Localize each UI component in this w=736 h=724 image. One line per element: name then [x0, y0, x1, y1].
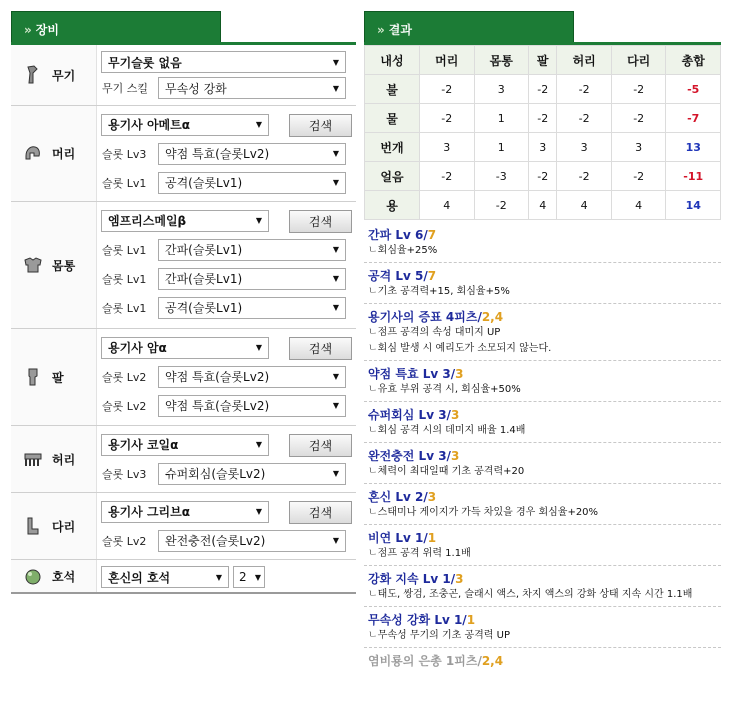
corner-arrow-icon: ㄴ	[368, 245, 378, 256]
skill-name-text: 간파 Lv 6/	[368, 228, 428, 242]
skill-list	[364, 222, 721, 672]
slot-label: 슬롯 Lv1	[102, 272, 147, 286]
total-cell: 14	[666, 191, 721, 220]
skill-name	[368, 308, 721, 325]
slot-value: 간파(슬롯Lv1)	[165, 243, 243, 257]
skill-desc	[368, 505, 721, 521]
weapon-skill-select[interactable]	[158, 77, 346, 99]
slot-label: 슬롯 Lv1	[102, 176, 147, 190]
table-cell: 4	[611, 191, 666, 220]
skill-desc	[368, 587, 721, 603]
table-header-row	[365, 46, 721, 75]
body-label: 몸통	[52, 258, 76, 273]
corner-arrow-icon: ㄴ	[368, 589, 378, 600]
legs-slot-1-select[interactable]	[158, 530, 346, 552]
skill-name-text: 공격 Lv 5/	[368, 269, 428, 283]
head-item-value: 용기사 아메트α	[108, 118, 190, 132]
resistance-name: 번개	[365, 133, 420, 162]
double-chevron-icon: »	[377, 23, 385, 37]
skill-desc-text: 회심 공격 시의 데미지 배율 1.4배	[377, 425, 526, 436]
corner-arrow-icon: ㄴ	[368, 507, 378, 518]
table-cell: 3	[529, 133, 557, 162]
dropdown-arrow-icon: ▼	[255, 507, 262, 516]
dropdown-arrow-icon: ▼	[332, 536, 339, 545]
weapon-slot-select[interactable]	[101, 51, 346, 73]
table-cell: 1	[474, 104, 529, 133]
skill-max-level: 1	[427, 531, 437, 545]
skill-max-level: 7	[427, 228, 437, 242]
skill-name	[368, 406, 721, 423]
legs-item-select[interactable]	[101, 501, 269, 523]
slot-label: 슬롯 Lv3	[102, 467, 147, 481]
arm-row	[11, 329, 356, 426]
skill-item	[364, 304, 721, 361]
table-cell: 4	[557, 191, 612, 220]
dropdown-arrow-icon: ▼	[332, 274, 339, 283]
charm-stone-icon	[22, 565, 44, 587]
skill-desc-text: 태도, 쌍검, 조충곤, 슬래시 액스, 차지 액스의 강화 상태 지속 시간 1.1배	[377, 589, 693, 600]
waist-item-select[interactable]	[101, 434, 269, 456]
waist-row	[11, 426, 356, 493]
skill-max-level: 2,4	[481, 654, 504, 668]
charm-item-value: 혼신의 호석	[108, 570, 171, 585]
table-cell: -2	[529, 104, 557, 133]
body-slot-1-select[interactable]	[158, 239, 346, 261]
skill-desc-text: 점프 공격의 속성 대미지 UP	[377, 327, 501, 338]
body-slot-3-select[interactable]	[158, 297, 346, 319]
skill-name	[368, 488, 721, 505]
skill-item	[364, 402, 721, 443]
head-label-cell	[11, 106, 97, 201]
skill-desc-text: 회심율+25%	[377, 245, 438, 256]
head-item-select[interactable]	[101, 114, 269, 136]
table-cell: -2	[474, 191, 529, 220]
total-cell: -7	[666, 104, 721, 133]
charm-label: 호석	[52, 569, 76, 584]
skill-desc-text: 기초 공격력+15, 회심율+5%	[377, 286, 510, 297]
table-cell: -3	[474, 162, 529, 191]
dropdown-arrow-icon: ▼	[332, 57, 339, 67]
weapon-icon	[22, 64, 44, 86]
corner-arrow-icon: ㄴ	[368, 327, 378, 338]
skill-desc-text: 무속성 무기의 기초 공격력 UP	[377, 630, 510, 641]
body-row	[11, 202, 356, 329]
table-cell: -2	[529, 75, 557, 104]
weapon-row	[11, 45, 356, 106]
skill-name-text: 비연 Lv 1/	[368, 531, 428, 545]
dropdown-arrow-icon: ▼	[332, 372, 339, 381]
slot-label: 슬롯 Lv1	[102, 301, 147, 315]
chest-armor-icon	[22, 254, 44, 276]
skill-max-level: 3	[455, 572, 464, 586]
table-cell: -2	[557, 104, 612, 133]
weapon-skill-value: 무속성 강화	[165, 81, 227, 96]
corner-arrow-icon: ㄴ	[368, 384, 378, 395]
arm-search-button[interactable]: 검색	[289, 337, 352, 360]
slot-label: 슬롯 Lv2	[102, 534, 147, 548]
waist-slot-1-select[interactable]	[158, 463, 346, 485]
skill-desc	[368, 243, 721, 259]
table-cell: 1	[474, 133, 529, 162]
dropdown-arrow-icon: ▼	[332, 149, 339, 158]
table-cell: -2	[611, 162, 666, 191]
resistance-name: 얼음	[365, 162, 420, 191]
skill-desc-text: 유효 부위 공격 시, 회심율+50%	[377, 384, 521, 395]
table-cell: -2	[420, 162, 475, 191]
dropdown-arrow-icon: ▼	[255, 120, 262, 129]
table-cell: -2	[557, 75, 612, 104]
skill-name-text: 염비룡의 은총 1피츠/	[368, 654, 482, 668]
slot-value: 완전충전(슬롯Lv2)	[165, 534, 266, 548]
skill-name	[368, 611, 721, 628]
slot-label: 슬롯 Lv2	[102, 399, 147, 413]
skill-desc	[368, 382, 721, 398]
total-cell: -5	[666, 75, 721, 104]
skill-desc	[368, 284, 721, 300]
skill-name-text: 약점 특효 Lv 3/	[368, 367, 456, 381]
slot-value: 약점 특효(슬롯Lv2)	[165, 399, 270, 413]
table-row	[365, 191, 721, 220]
head-slot-2-select[interactable]	[158, 172, 346, 194]
slot-label: 슬롯 Lv1	[102, 243, 147, 257]
table-cell: 3	[420, 133, 475, 162]
result-panel	[364, 11, 721, 672]
waist-search-button[interactable]: 검색	[289, 434, 352, 457]
arm-slot-1-select[interactable]	[158, 366, 346, 388]
skill-item	[364, 484, 721, 525]
charm-label-cell	[11, 560, 97, 592]
column-header: 몸통	[474, 46, 529, 75]
corner-arrow-icon: ㄴ	[368, 630, 378, 641]
skill-max-level: 3	[450, 408, 460, 422]
slot-label: 슬롯 Lv2	[102, 370, 147, 384]
head-label: 머리	[52, 147, 76, 161]
skill-name	[368, 570, 721, 587]
gauntlet-icon	[22, 366, 44, 388]
table-cell: 4	[420, 191, 475, 220]
skill-item	[364, 263, 721, 304]
skill-item	[364, 443, 721, 484]
dropdown-arrow-icon: ▼	[332, 245, 339, 254]
dropdown-arrow-icon: ▼	[332, 401, 339, 410]
slot-value: 간파(슬롯Lv1)	[165, 272, 243, 286]
arm-label-cell	[11, 329, 97, 425]
skill-desc	[368, 628, 721, 644]
head-slot-1-select[interactable]	[158, 143, 346, 165]
legs-label-cell	[11, 493, 97, 559]
tab-label: 결과	[388, 23, 412, 37]
skill-max-level: 1	[466, 613, 476, 627]
skill-desc-text: 회심 발생 시 예리도가 소모되지 않는다.	[377, 343, 552, 354]
table-cell: 4	[529, 191, 557, 220]
resistance-table	[364, 45, 721, 220]
resistance-name: 불	[365, 75, 420, 104]
skill-name-text: 완전충전 Lv 3/	[368, 449, 451, 463]
body-slot-2-select[interactable]	[158, 268, 346, 290]
skill-name	[368, 529, 721, 546]
skill-name	[368, 267, 721, 284]
skill-desc	[368, 464, 721, 480]
skill-name-text: 슈퍼회심 Lv 3/	[368, 408, 451, 422]
corner-arrow-icon: ㄴ	[368, 425, 378, 436]
resistance-name: 물	[365, 104, 420, 133]
tab-equipment[interactable]	[11, 11, 221, 42]
equipment-panel	[11, 11, 356, 594]
dropdown-arrow-icon: ▼	[254, 572, 261, 582]
column-header: 허리	[557, 46, 612, 75]
legs-search-button[interactable]: 검색	[289, 501, 352, 524]
body-item-select[interactable]	[101, 210, 269, 232]
tab-label: 장비	[35, 23, 59, 37]
dropdown-arrow-icon: ▼	[215, 572, 222, 582]
skill-name-text: 용기사의 증표 4피츠/	[368, 310, 482, 324]
body-item-value: 엠프리스메일β	[108, 214, 187, 228]
body-search-button[interactable]: 검색	[289, 210, 352, 233]
skill-item	[364, 648, 721, 672]
table-cell: -2	[557, 162, 612, 191]
skill-desc-text: 스태미나 게이지가 가득 차있을 경우 회심율+20%	[377, 507, 599, 518]
total-cell: -11	[666, 162, 721, 191]
waist-label: 허리	[52, 452, 76, 467]
column-header: 내성	[365, 46, 420, 75]
slot-value: 약점 특효(슬롯Lv2)	[165, 370, 270, 384]
table-cell: 3	[611, 133, 666, 162]
skill-desc	[368, 423, 721, 439]
skill-max-level: 7	[427, 269, 437, 283]
skill-item	[364, 607, 721, 648]
slot-label: 슬롯 Lv3	[102, 147, 147, 161]
arm-label: 팔	[52, 370, 64, 385]
weapon-label-cell	[11, 45, 97, 105]
body-label-cell	[11, 202, 97, 328]
table-cell: -2	[611, 104, 666, 133]
skill-item	[364, 222, 721, 263]
charm-level-select[interactable]	[233, 566, 265, 588]
column-header: 총합	[666, 46, 721, 75]
skill-max-level: 3	[427, 490, 437, 504]
skill-item	[364, 525, 721, 566]
skill-name	[368, 652, 721, 669]
skill-name	[368, 365, 721, 382]
skill-name-text: 혼신 Lv 2/	[368, 490, 428, 504]
tab-result[interactable]	[364, 11, 574, 42]
arm-slot-2-select[interactable]	[158, 395, 346, 417]
legs-label: 다리	[52, 519, 76, 534]
legs-item-value: 용기사 그리브α	[108, 505, 190, 519]
dropdown-arrow-icon: ▼	[332, 303, 339, 312]
skill-desc-text: 점프 공격 위력 1.1배	[377, 548, 471, 559]
table-cell: -2	[611, 75, 666, 104]
slot-value: 공격(슬롯Lv1)	[165, 301, 243, 315]
helmet-icon	[22, 143, 44, 165]
legs-row	[11, 493, 356, 560]
double-chevron-icon: »	[24, 23, 32, 37]
slot-value: 슈퍼회심(슬롯Lv2)	[165, 467, 266, 481]
weapon-skill-label: 무기 스킬	[102, 82, 149, 95]
table-cell: -2	[420, 75, 475, 104]
charm-item-select[interactable]	[101, 566, 229, 588]
skill-name	[368, 226, 721, 243]
dropdown-arrow-icon: ▼	[255, 343, 262, 352]
slot-value: 약점 특효(슬롯Lv2)	[165, 147, 270, 161]
belt-icon	[22, 448, 44, 470]
skill-max-level: 3	[450, 449, 460, 463]
table-cell: -2	[420, 104, 475, 133]
column-header: 머리	[420, 46, 475, 75]
head-search-button[interactable]: 검색	[289, 114, 352, 137]
dropdown-arrow-icon: ▼	[332, 83, 339, 93]
weapon-label: 무기	[52, 68, 76, 83]
corner-arrow-icon: ㄴ	[368, 466, 378, 477]
waist-label-cell	[11, 426, 97, 492]
arm-item-value: 용기사 암α	[108, 341, 167, 355]
table-row	[365, 75, 721, 104]
skill-max-level: 2,4	[481, 310, 504, 324]
skill-name	[368, 447, 721, 464]
dropdown-arrow-icon: ▼	[255, 440, 262, 449]
skill-desc	[368, 546, 721, 562]
table-cell: -2	[529, 162, 557, 191]
corner-arrow-icon: ㄴ	[368, 343, 378, 354]
column-header: 다리	[611, 46, 666, 75]
arm-item-select[interactable]	[101, 337, 269, 359]
greaves-icon	[22, 515, 44, 537]
corner-arrow-icon: ㄴ	[368, 548, 378, 559]
waist-item-value: 용기사 코일α	[108, 438, 179, 452]
table-cell: 3	[474, 75, 529, 104]
skill-name-text: 무속성 강화 Lv 1/	[368, 613, 467, 627]
table-row	[365, 162, 721, 191]
charm-level-value: 2	[239, 570, 247, 584]
table-row	[365, 133, 721, 162]
table-cell: 3	[557, 133, 612, 162]
dropdown-arrow-icon: ▼	[332, 469, 339, 478]
resistance-name: 용	[365, 191, 420, 220]
corner-arrow-icon: ㄴ	[368, 286, 378, 297]
skill-item	[364, 566, 721, 607]
column-header: 팔	[529, 46, 557, 75]
charm-row	[11, 560, 356, 594]
total-cell: 13	[666, 133, 721, 162]
skill-item	[364, 361, 721, 402]
skill-max-level: 3	[455, 367, 464, 381]
weapon-slot-value: 무기슬롯 없음	[108, 55, 182, 70]
head-row	[11, 106, 356, 202]
skill-desc	[368, 325, 721, 341]
skill-desc	[368, 341, 721, 357]
dropdown-arrow-icon: ▼	[255, 216, 262, 225]
skill-desc-text: 체력이 최대일때 기초 공격력+20	[377, 466, 525, 477]
dropdown-arrow-icon: ▼	[332, 178, 339, 187]
skill-name-text: 강화 지속 Lv 1/	[368, 572, 456, 586]
slot-value: 공격(슬롯Lv1)	[165, 176, 243, 190]
table-row	[365, 104, 721, 133]
